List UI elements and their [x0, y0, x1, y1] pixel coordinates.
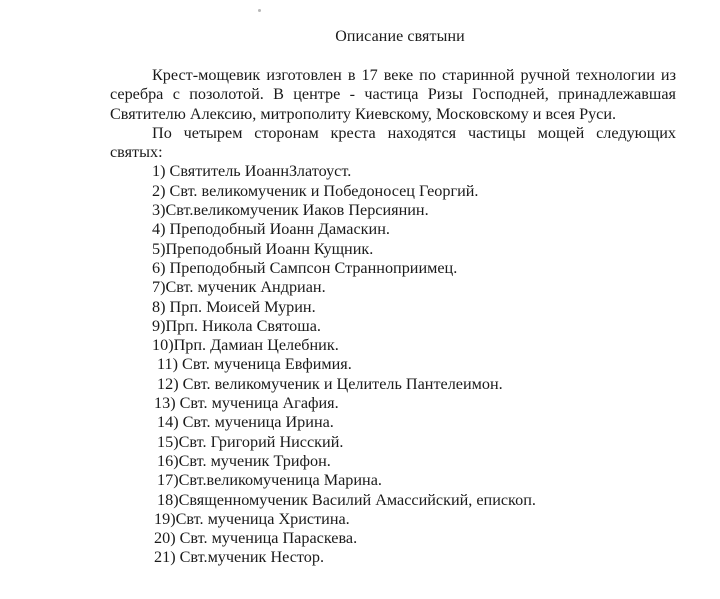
- list-item: 4) Преподобный Иоанн Дамаскин.: [152, 220, 390, 239]
- scan-speck: [258, 9, 261, 12]
- list-item: 20) Свт. мученица Параскева.: [154, 529, 358, 548]
- list-item: 21) Свт.мученик Нестор.: [154, 548, 325, 567]
- list-item: 8) Прп. Моисей Мурин.: [152, 297, 316, 316]
- document-body: [110, 66, 676, 568]
- list-item: 7)Свт. мученик Андриан.: [152, 278, 326, 297]
- list-item: 14) Свт. мученица Ирина.: [157, 413, 334, 432]
- list-item: 2) Свт. великомученик и Победоносец Георгий.: [152, 181, 479, 200]
- saints-list: [110, 162, 676, 567]
- paragraph-description: Крест-мощевик изготовлен в 17 веке по старинной ручной технологии из серебра с позолотой. В центре - частица Ризы Господней, принадлежавшая Святителю Алексию, митрополиту Киевскому, Московскому и всея Руси.: [110, 66, 676, 123]
- list-item: 19)Свт. мученица Христина.: [154, 509, 350, 528]
- list-item: 5)Преподобный Иоанн Кущник.: [152, 239, 374, 258]
- list-item: 15)Свт. Григорий Нисский.: [157, 432, 344, 451]
- document-title: Описание святыни: [335, 28, 465, 45]
- paragraph-list-intro: По четырем сторонам креста находятся частицы мощей следующих святых:: [110, 123, 676, 162]
- list-item: 6) Преподобный Сампсон Странноприимец.: [152, 258, 458, 277]
- list-item: 18)Священномученик Василий Амассийский, епископ.: [157, 490, 536, 509]
- list-item: 13) Свт. мученица Агафия.: [154, 394, 339, 413]
- list-item: 1) Святитель ИоаннЗлатоуст.: [152, 162, 352, 181]
- list-item: 3)Свт.великомученик Иаков Персиянин.: [152, 201, 429, 220]
- list-item: 17)Свт.великомученица Марина.: [157, 471, 382, 490]
- list-item: 12) Свт. великомученик и Целитель Пантелеимон.: [157, 374, 503, 393]
- list-item: 11) Свт. мученица Евфимия.: [157, 355, 352, 374]
- list-item: 9)Прп. Никола Святоша.: [152, 316, 321, 335]
- list-item: 16)Свт. мученик Трифон.: [157, 451, 331, 470]
- list-item: 10)Прп. Дамиан Целебник.: [152, 336, 339, 355]
